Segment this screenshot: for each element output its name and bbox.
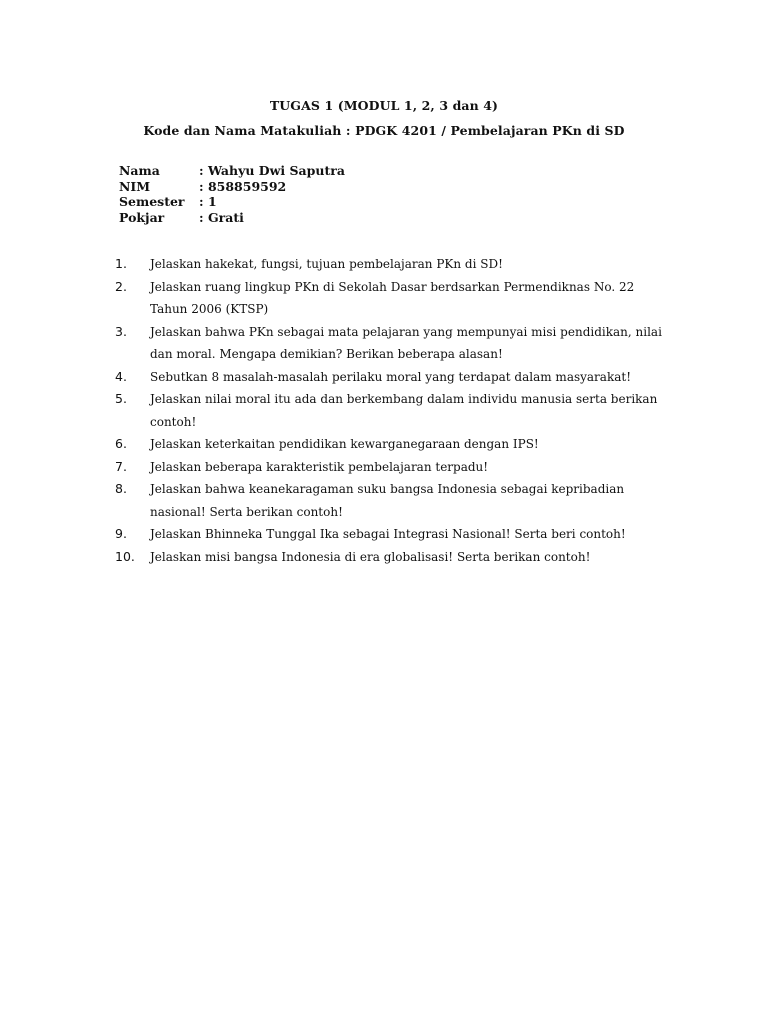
- info-value: : 858859592: [199, 179, 286, 195]
- question-line: Jelaskan bahwa PKn sebagai mata pelajaran yang mempunyai misi pendidikan, nilai: [150, 324, 662, 339]
- question-item: [115, 456, 675, 479]
- question-number: 4.: [115, 368, 127, 384]
- info-label: Nama: [119, 163, 160, 178]
- question-text: [150, 523, 675, 546]
- question-line: Sebutkan 8 masalah-masalah perilaku moral yang terdapat dalam masyarakat!: [150, 369, 632, 384]
- question-line: dan moral. Mengapa demikian? Berikan beberapa alasan!: [150, 347, 503, 361]
- question-number: 3.: [115, 323, 127, 339]
- question-item: [115, 478, 675, 523]
- question-line: contoh!: [150, 414, 197, 429]
- question-number: 8.: [115, 481, 127, 496]
- info-value: : Wahyu Dwi Saputra: [199, 163, 345, 179]
- question-item: [115, 366, 675, 389]
- question-line: Jelaskan beberapa karakteristik pembelajaran terpadu!: [150, 459, 489, 474]
- question-number: 6.: [115, 436, 127, 451]
- question-item: [115, 523, 675, 546]
- info-value: : Grati: [199, 210, 244, 226]
- info-row-nama: [119, 163, 345, 179]
- question-item: [115, 321, 675, 366]
- question-text: [150, 366, 675, 389]
- question-line: Jelaskan ruang lingkup PKn di Sekolah Dasar berdsarkan Permendiknas No. 22: [150, 279, 635, 294]
- question-text: [150, 253, 675, 276]
- question-number: 7.: [115, 458, 127, 474]
- question-item: [115, 546, 675, 569]
- question-item: [115, 388, 675, 433]
- document-title: TUGAS 1 (MODUL 1, 2, 3 dan 4): [269, 98, 499, 113]
- question-line: Jelaskan hakekat, fungsi, tujuan pembelajaran PKn di SD!: [150, 257, 503, 271]
- question-number: 10.: [115, 548, 135, 564]
- info-label: NIM: [119, 178, 151, 194]
- question-text: [150, 546, 675, 569]
- student-info: [119, 163, 345, 225]
- question-line: Jelaskan nilai moral itu ada dan berkembang dalam individu manusia serta berikan: [150, 392, 658, 406]
- question-text: [150, 321, 675, 366]
- question-item: [115, 433, 675, 456]
- question-line: Jelaskan bahwa keanekaragaman suku bangsa Indonesia sebagai kepribadian: [150, 482, 625, 496]
- question-number: 5.: [115, 391, 127, 406]
- question-line: Tahun 2006 (KTSP): [150, 302, 269, 316]
- question-line: nasional! Serta berikan contoh!: [150, 504, 343, 519]
- course-subtitle: Kode dan Nama Matakuliah : PDGK 4201 / Pembelajaran PKn di SD: [143, 123, 625, 138]
- question-text: [150, 388, 675, 433]
- question-number: 9.: [115, 526, 127, 541]
- info-row-pokjar: [119, 210, 345, 226]
- info-row-nim: [119, 179, 345, 195]
- question-text: [150, 276, 675, 321]
- info-label: Semester: [119, 194, 185, 209]
- question-item: [115, 276, 675, 321]
- info-label: Pokjar: [119, 209, 165, 225]
- question-line: Jelaskan keterkaitan pendidikan kewarganegaraan dengan IPS!: [150, 437, 539, 451]
- question-line: Jelaskan Bhinneka Tunggal Ika sebagai Integrasi Nasional! Serta beri contoh!: [150, 527, 626, 541]
- question-item: [115, 253, 675, 276]
- question-line: Jelaskan misi bangsa Indonesia di era globalisasi! Serta berikan contoh!: [150, 549, 591, 564]
- question-text: [150, 433, 675, 456]
- info-row-semester: [119, 194, 345, 210]
- question-number: 1.: [115, 256, 127, 271]
- question-list: [115, 253, 675, 568]
- question-number: 2.: [115, 278, 127, 294]
- question-text: [150, 478, 675, 523]
- info-value: : 1: [199, 194, 217, 210]
- question-text: [150, 456, 675, 479]
